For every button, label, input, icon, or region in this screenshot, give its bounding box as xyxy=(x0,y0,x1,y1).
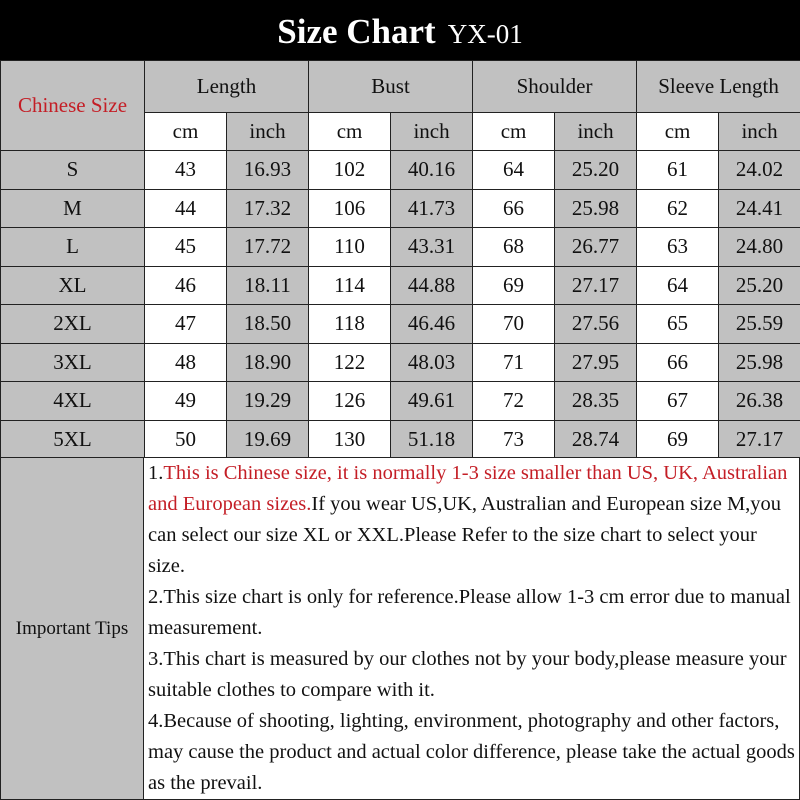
tip-1 xyxy=(148,458,795,582)
size-label: 2XL xyxy=(1,305,145,344)
unit-inch: inch xyxy=(227,113,309,151)
cell-cm-value: 130 xyxy=(309,420,391,459)
cell-cm-value: 66 xyxy=(637,343,719,382)
cell-cm-value: 66 xyxy=(473,189,555,228)
cell-inch-value: 25.20 xyxy=(555,151,637,190)
cell-cm-value: 122 xyxy=(309,343,391,382)
cell-cm-value: 68 xyxy=(473,228,555,267)
size-label: S xyxy=(1,151,145,190)
important-tips-label: Important Tips xyxy=(0,457,144,800)
cell-inch-value: 27.56 xyxy=(555,305,637,344)
cell-cm-value: 69 xyxy=(473,266,555,305)
cell-cm-value: 49 xyxy=(145,382,227,421)
table-row xyxy=(1,266,800,305)
cell-cm-value: 126 xyxy=(309,382,391,421)
tip-1-number: 1. xyxy=(148,462,164,484)
tip-1-highlight: This is Chinese size, it is normally 1-3 size smaller than US, UK, Australian and European sizes. xyxy=(148,462,788,515)
cell-cm-value: 65 xyxy=(637,305,719,344)
cell-inch-value: 46.46 xyxy=(391,305,473,344)
cell-inch-value: 17.32 xyxy=(227,189,309,228)
unit-cm: cm xyxy=(145,113,227,151)
cell-inch-value: 24.80 xyxy=(719,228,800,267)
cell-cm-value: 110 xyxy=(309,228,391,267)
page-title: Size Chart xyxy=(277,12,436,51)
table-row xyxy=(1,305,800,344)
size-label: 5XL xyxy=(1,420,145,459)
cell-inch-value: 25.98 xyxy=(719,343,800,382)
header-bust: Bust xyxy=(309,61,473,113)
unit-cm: cm xyxy=(309,113,391,151)
cell-inch-value: 27.95 xyxy=(555,343,637,382)
cell-inch-value: 49.61 xyxy=(391,382,473,421)
cell-inch-value: 19.69 xyxy=(227,420,309,459)
table-row xyxy=(1,420,800,459)
cell-cm-value: 61 xyxy=(637,151,719,190)
header-row-measurements xyxy=(1,61,800,113)
size-label: M xyxy=(1,189,145,228)
cell-inch-value: 18.11 xyxy=(227,266,309,305)
cell-cm-value: 50 xyxy=(145,420,227,459)
cell-cm-value: 62 xyxy=(637,189,719,228)
cell-cm-value: 64 xyxy=(637,266,719,305)
header-length: Length xyxy=(145,61,309,113)
cell-inch-value: 28.35 xyxy=(555,382,637,421)
cell-cm-value: 73 xyxy=(473,420,555,459)
cell-cm-value: 48 xyxy=(145,343,227,382)
title-bar xyxy=(0,0,800,60)
size-label: 4XL xyxy=(1,382,145,421)
cell-inch-value: 17.72 xyxy=(227,228,309,267)
size-label: L xyxy=(1,228,145,267)
tip-4: 4.Because of shooting, lighting, environment, photography and other factors, may cause the product and actual color difference, please take the actual goods as the prevail. xyxy=(148,710,795,794)
size-chart-table xyxy=(0,60,800,459)
cell-inch-value: 28.74 xyxy=(555,420,637,459)
cell-inch-value: 19.29 xyxy=(227,382,309,421)
cell-cm-value: 71 xyxy=(473,343,555,382)
cell-cm-value: 64 xyxy=(473,151,555,190)
cell-cm-value: 63 xyxy=(637,228,719,267)
product-code: YX-01 xyxy=(447,19,523,49)
cell-cm-value: 72 xyxy=(473,382,555,421)
cell-cm-value: 44 xyxy=(145,189,227,228)
cell-inch-value: 24.02 xyxy=(719,151,800,190)
cell-inch-value: 16.93 xyxy=(227,151,309,190)
cell-cm-value: 43 xyxy=(145,151,227,190)
cell-cm-value: 46 xyxy=(145,266,227,305)
size-label: 3XL xyxy=(1,343,145,382)
cell-inch-value: 18.50 xyxy=(227,305,309,344)
table-row xyxy=(1,343,800,382)
cell-inch-value: 44.88 xyxy=(391,266,473,305)
cell-inch-value: 27.17 xyxy=(555,266,637,305)
important-tips-content xyxy=(144,457,800,800)
cell-cm-value: 106 xyxy=(309,189,391,228)
cell-inch-value: 18.90 xyxy=(227,343,309,382)
tip-1-text: If you wear US,UK, Australian and European size M,you can select our size XL or XXL.Please Refer to the size chart to select your size. xyxy=(148,493,782,577)
unit-inch: inch xyxy=(555,113,637,151)
cell-cm-value: 114 xyxy=(309,266,391,305)
tip-2: 2.This size chart is only for reference.Please allow 1-3 cm error due to manual measurement. xyxy=(148,586,791,639)
cell-inch-value: 43.31 xyxy=(391,228,473,267)
cell-cm-value: 67 xyxy=(637,382,719,421)
cell-cm-value: 118 xyxy=(309,305,391,344)
cell-cm-value: 69 xyxy=(637,420,719,459)
cell-cm-value: 102 xyxy=(309,151,391,190)
size-label: XL xyxy=(1,266,145,305)
cell-inch-value: 27.17 xyxy=(719,420,800,459)
cell-cm-value: 47 xyxy=(145,305,227,344)
table-row xyxy=(1,228,800,267)
table-row xyxy=(1,382,800,421)
header-shoulder: Shoulder xyxy=(473,61,637,113)
cell-inch-value: 25.59 xyxy=(719,305,800,344)
cell-inch-value: 40.16 xyxy=(391,151,473,190)
chinese-size-header: Chinese Size xyxy=(1,61,145,151)
unit-cm: cm xyxy=(473,113,555,151)
table-row xyxy=(1,151,800,190)
cell-inch-value: 48.03 xyxy=(391,343,473,382)
cell-cm-value: 70 xyxy=(473,305,555,344)
cell-inch-value: 41.73 xyxy=(391,189,473,228)
cell-inch-value: 25.98 xyxy=(555,189,637,228)
unit-inch: inch xyxy=(719,113,800,151)
table-row xyxy=(1,189,800,228)
tip-3: 3.This chart is measured by our clothes not by your body,please measure your suitable clothes to compare with it. xyxy=(148,648,787,701)
cell-inch-value: 26.77 xyxy=(555,228,637,267)
header-sleeve-length: Sleeve Length xyxy=(637,61,800,113)
cell-inch-value: 51.18 xyxy=(391,420,473,459)
unit-cm: cm xyxy=(637,113,719,151)
cell-inch-value: 25.20 xyxy=(719,266,800,305)
cell-cm-value: 45 xyxy=(145,228,227,267)
cell-inch-value: 26.38 xyxy=(719,382,800,421)
cell-inch-value: 24.41 xyxy=(719,189,800,228)
unit-inch: inch xyxy=(391,113,473,151)
